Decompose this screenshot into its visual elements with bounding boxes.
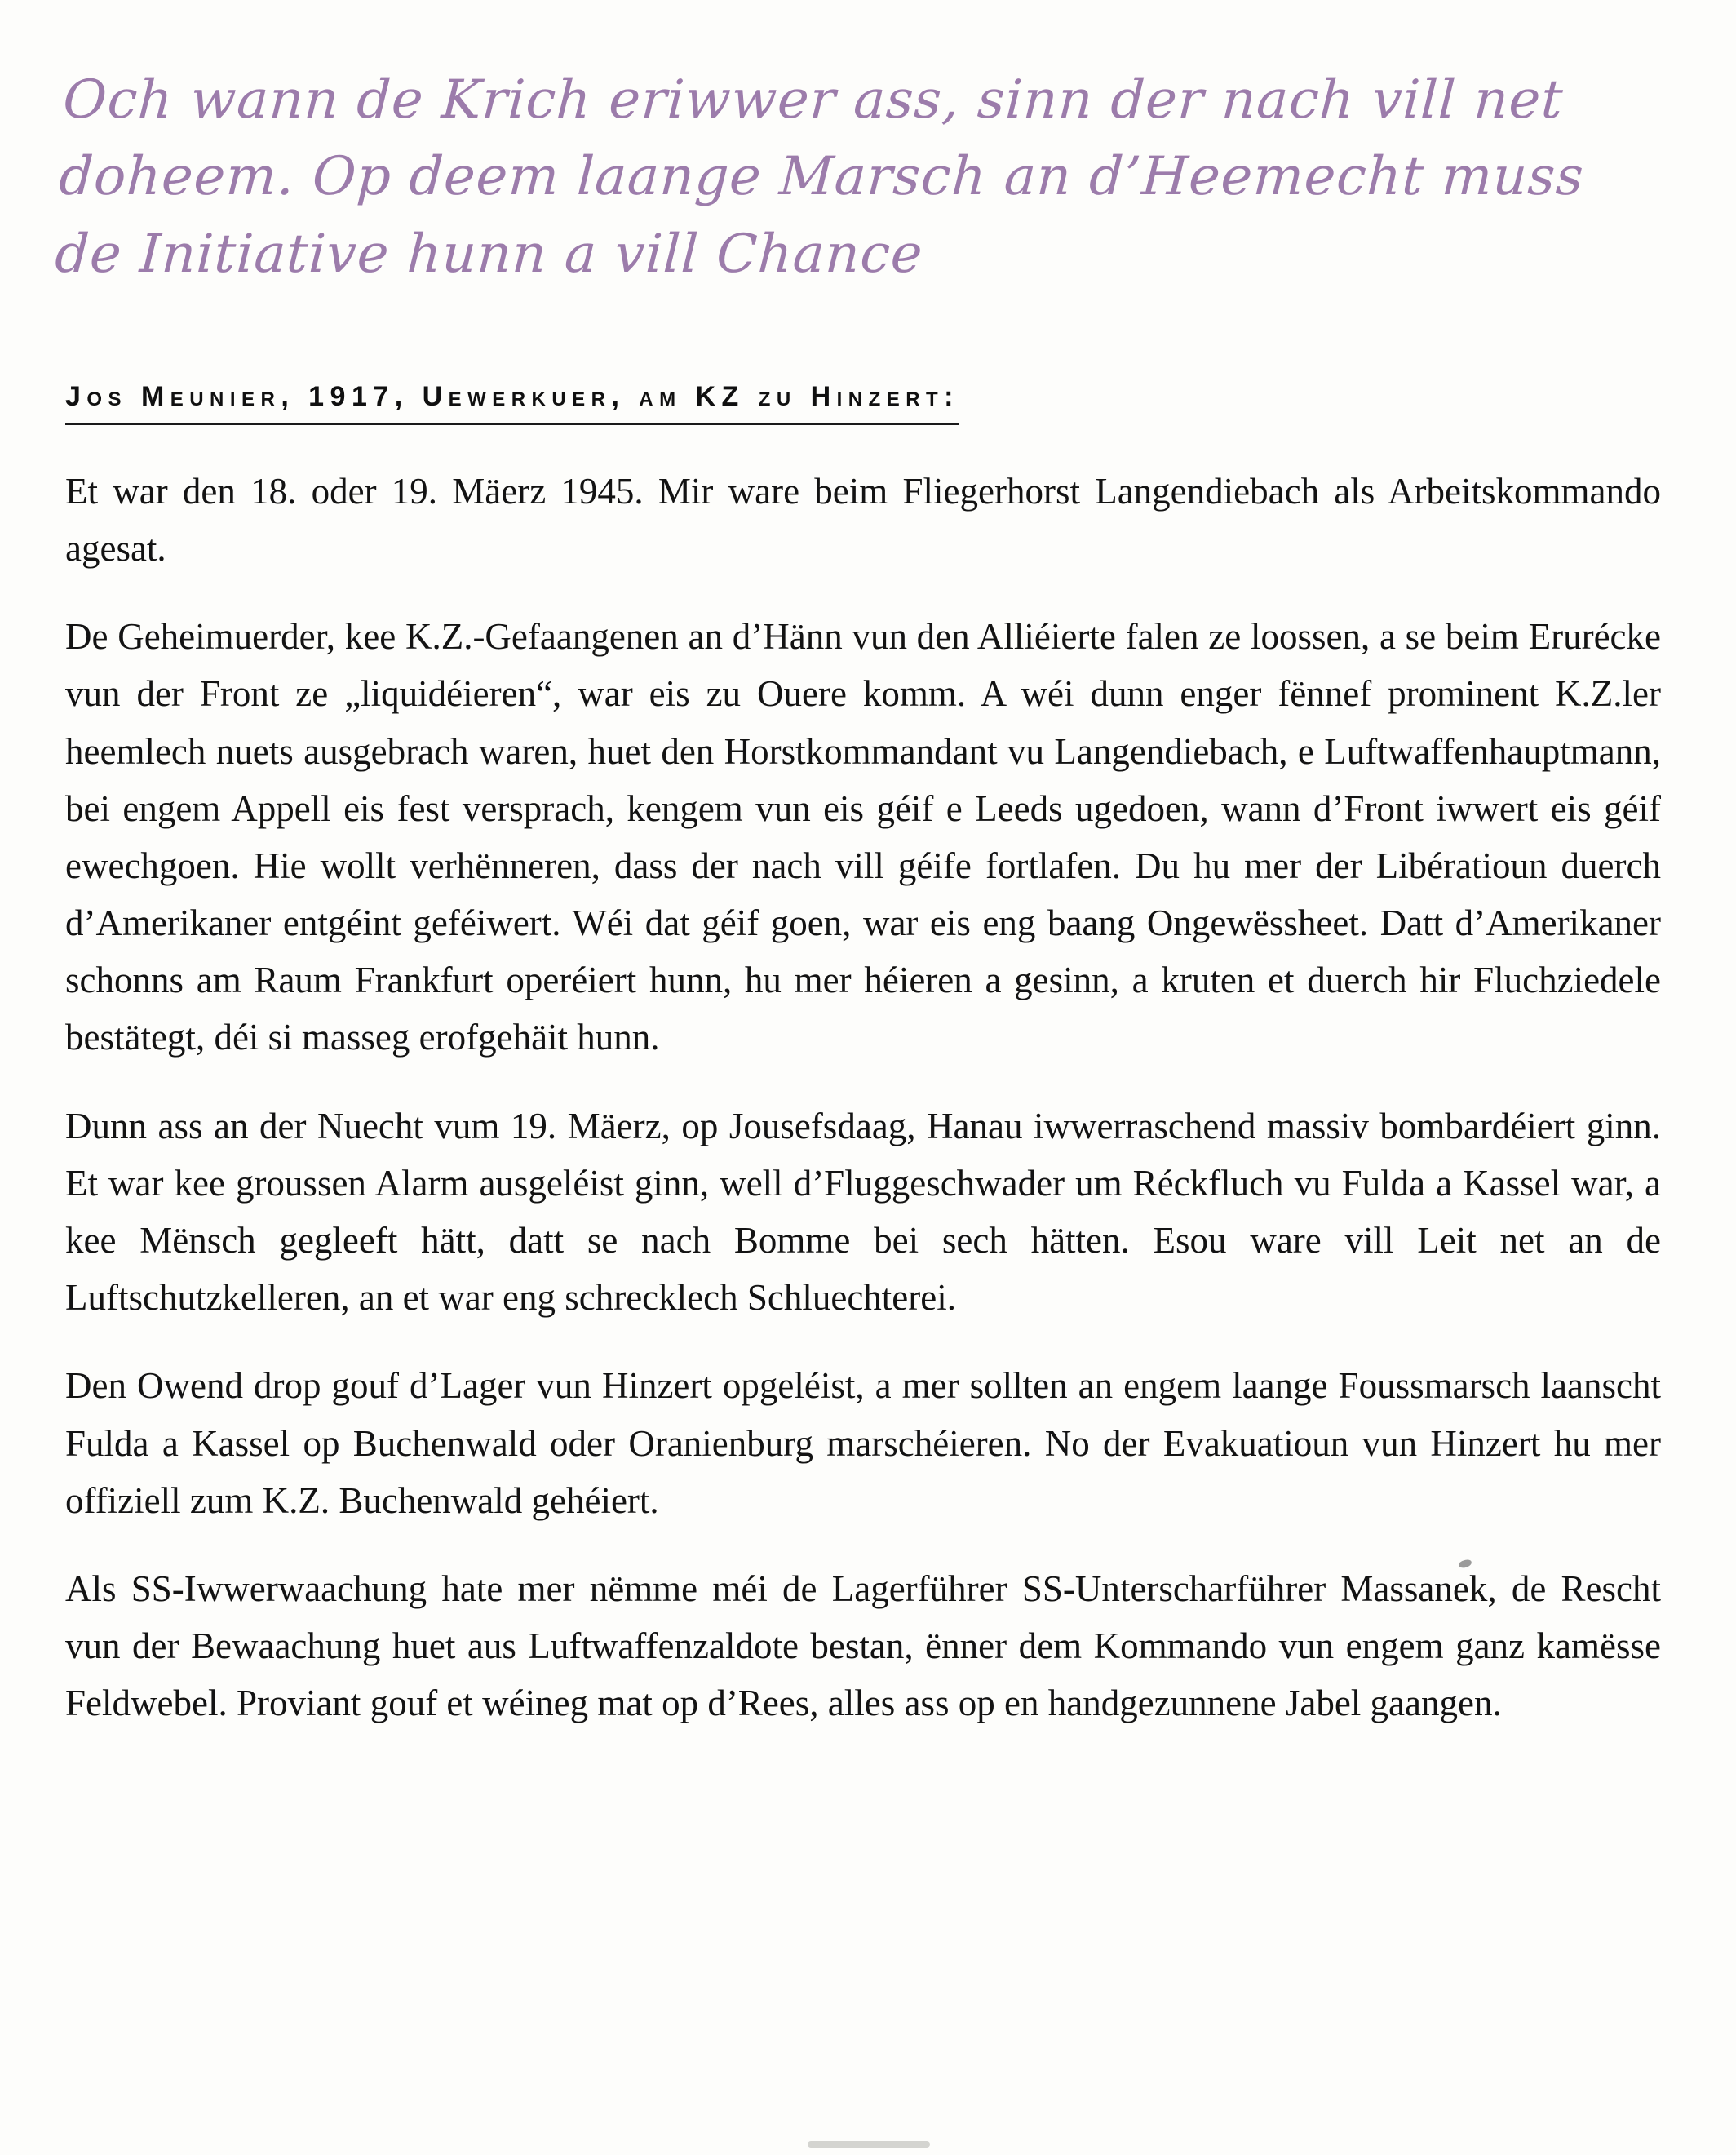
paragraph-5: Als SS-Iwwerwaachung hate mer nëmme méi de Lagerführer SS-Unterscharführer Massanek, de Rescht vun der Bewaachung huet aus Luftwaffenzaldote bestan, ënner dem Kommando vun engem ganz kamësse Feldwebel. Proviant gouf et wéineg mat op d’Rees, alles ass op en handgezunnene Jabel gaangen. xyxy=(65,1567,1661,1724)
section-heading-wrap xyxy=(65,381,1661,425)
quote-line-2: doheem. Op deem laange Marsch an d’Heemecht muss xyxy=(57,146,1586,208)
paragraph-1: Et war den 18. oder 19. Mäerz 1945. Mir ware beim Fliegerhorst Langendiebach als Arbeitskommando agesat. xyxy=(65,470,1661,569)
epigraph-quote xyxy=(53,62,1661,293)
testimony-text xyxy=(65,463,1661,1732)
paragraph-2: De Geheimuerder, kee K.Z.-Gefaangenen an d’Hänn vun den Alliéierte falen ze loossen, a se beim Erurécke vun der Front ze „liquidéieren“, war eis zu Ouere komm. A wéi dunn enger fënnef prominent K.Z.ler heemlech nuets ausgebrach waren, huet den Horstkommandant vu Langendiebach, e Luftwaffenhauptmann, bei engem Appell eis fest versprach, kengem vun eis géif e Leeds ugedoen, wann d’Front iwwert eis géif ewechgoen. Hie wollt verhënneren, dass der nach vill géife fortlafen. Du hu mer der Libératioun duerch d’Amerikaner entgéint geféiwert. Wéi dat géif goen, war eis eng baang Ongewëssheet. Datt d’Amerikaner schonns am Raum Frankfurt operéiert hunn, hu mer héieren a gesinn, a kruten et duerch hir Fluchziedele bestätegt, déi si masseg erofgehäit hunn. xyxy=(65,616,1661,1058)
quote-line-3: de Initiative hunn a vill Chance xyxy=(53,223,925,285)
paragraph-3: Dunn ass an der Nuecht vum 19. Mäerz, op Jousefsdaag, Hanau iwwerraschend massiv bombardéiert ginn. Et war kee groussen Alarm ausgeléist ginn, well d’Fluggeschwader um Réckfluch vu Fulda a Kassel war, a kee Mënsch gegleeft hätt, datt se nach Bomme bei sech hätten. Esou ware vill Leit net an de Luftschutzkelleren, an et war eng schrecklech Schluechterei. xyxy=(65,1105,1661,1319)
section-heading: Jos Meunier, 1917, Uewerkuer, am KZ zu Hinzert: xyxy=(65,381,959,425)
scan-artifact-smudge xyxy=(808,2141,930,2148)
quote-line-1: Och wann de Krich eriwwer ass, sinn der nach vill net xyxy=(61,69,1566,131)
paragraph-4: Den Owend drop gouf d’Lager vun Hinzert opgeléist, a mer sollten an engem laange Foussmarsch laanscht Fulda a Kassel op Buchenwald oder Oranienburg marschéieren. No der Evakuatioun vun Hinzert hu mer offiziell zum K.Z. Buchenwald gehéiert. xyxy=(65,1365,1661,1521)
